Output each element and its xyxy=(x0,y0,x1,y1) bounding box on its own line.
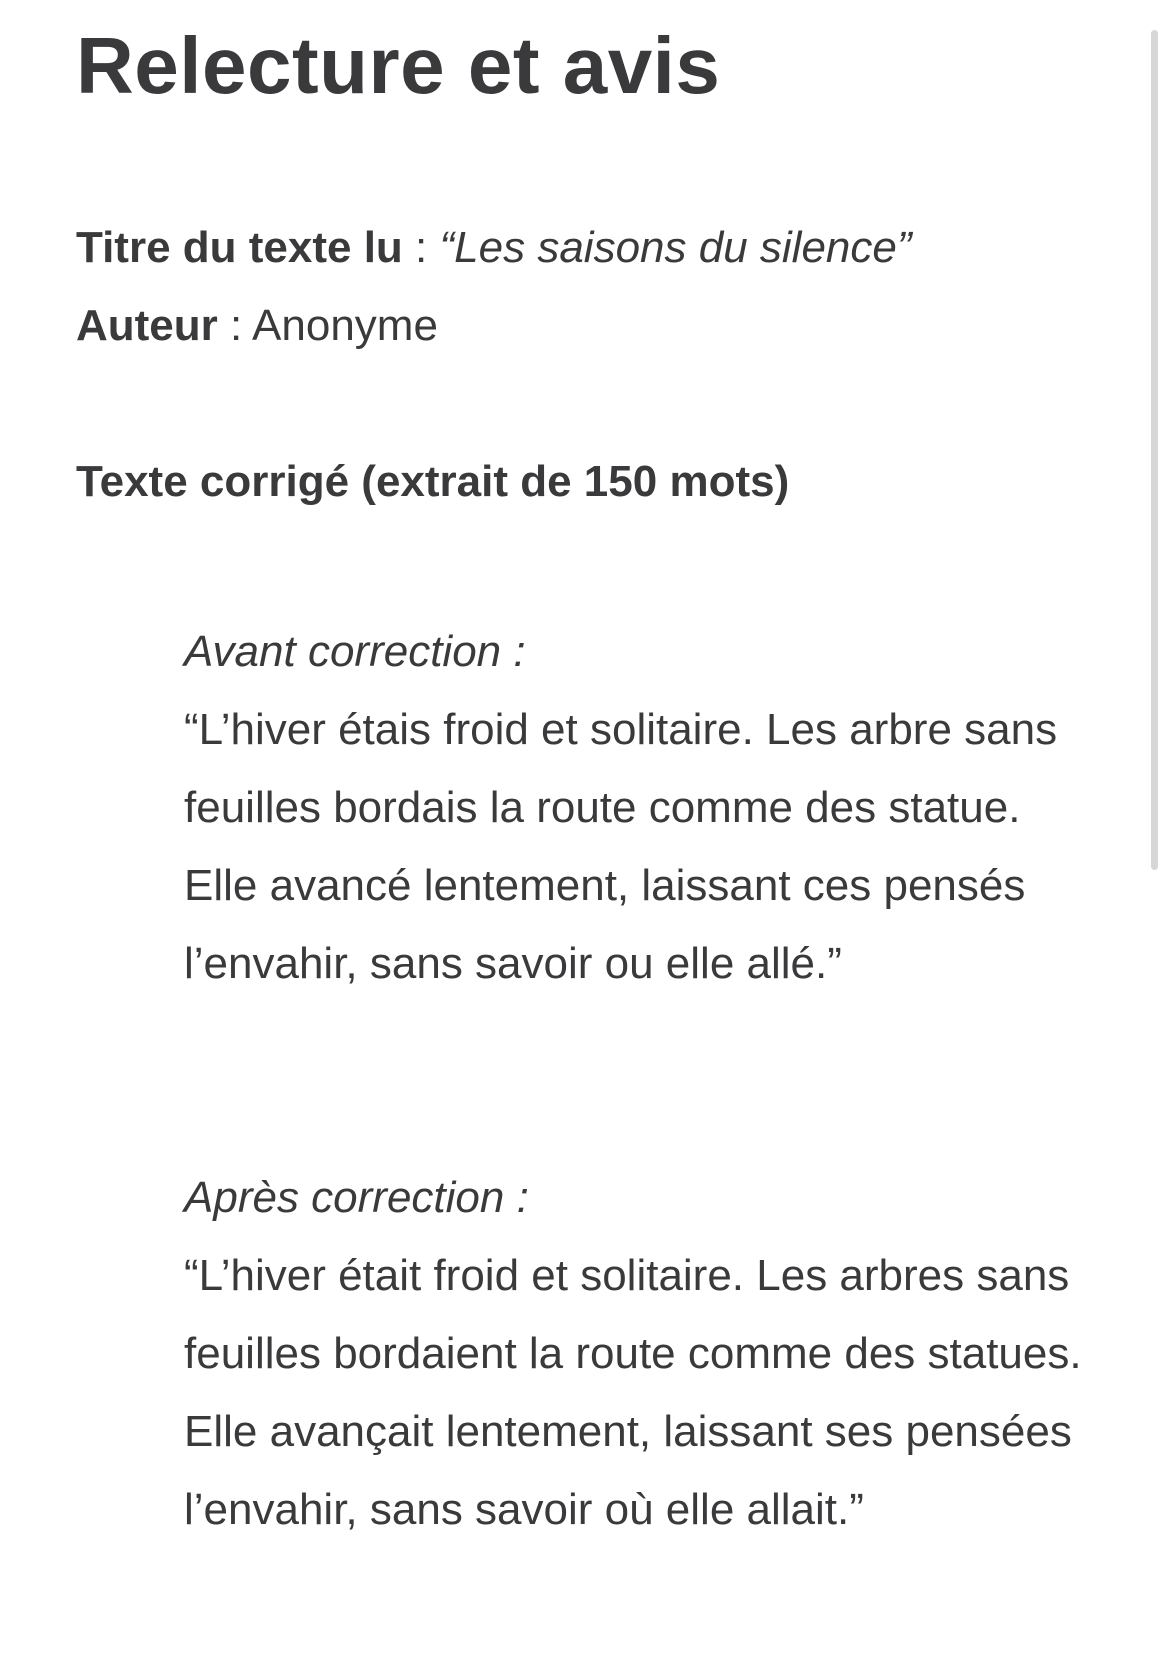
text-title-label: Titre du texte lu xyxy=(76,223,403,272)
author-label: Auteur xyxy=(76,301,218,350)
after-correction-text: “L’hiver était froid et solitaire. Les arbres sans feuilles bordaient la route comme des statues. Elle avançait lentement, laissant ses pensées l’envahir, sans savoir où elle allait.” xyxy=(184,1251,1082,1534)
before-correction-text: “L’hiver étais froid et solitaire. Les arbre sans feuilles bordais la route comme des statue. Elle avancé lentement, laissant ces pensés l’envahir, sans savoir ou elle allé.” xyxy=(184,705,1058,988)
author-line xyxy=(76,300,438,353)
author-value: Anonyme xyxy=(252,301,438,350)
after-correction-label: Après correction : xyxy=(184,1173,529,1222)
before-correction-label: Avant correction : xyxy=(184,627,526,676)
vertical-scrollbar[interactable] xyxy=(1151,30,1158,870)
excerpt-before-correction xyxy=(184,612,1094,1003)
excerpt-after-correction xyxy=(184,1158,1094,1549)
author-separator: : xyxy=(217,301,253,350)
text-title-separator: : xyxy=(402,223,440,272)
text-title-line xyxy=(76,222,912,275)
text-title-value: “Les saisons du silence” xyxy=(439,223,912,272)
page-title: Relecture et avis xyxy=(76,21,721,110)
section-heading: Texte corrigé (extrait de 150 mots) xyxy=(76,457,790,506)
